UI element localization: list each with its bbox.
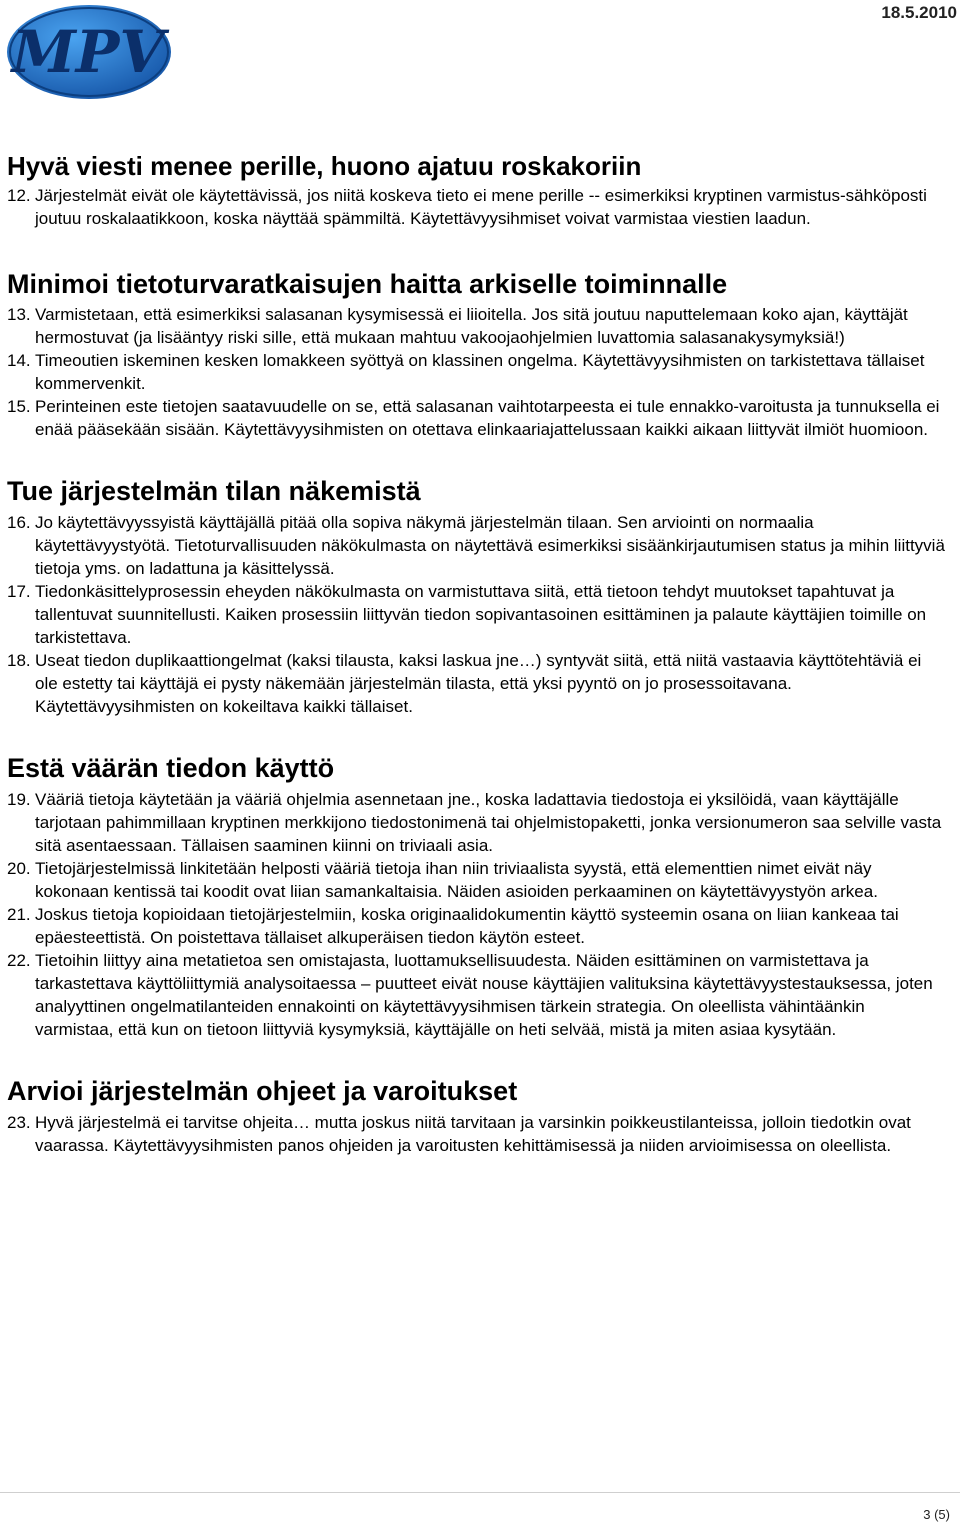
list-item — [7, 1111, 947, 1157]
list-item — [7, 349, 947, 395]
item-number: 15. — [7, 397, 31, 417]
document-date: 18.5.2010 — [881, 3, 957, 22]
item-list — [7, 511, 947, 718]
item-list — [7, 788, 947, 1041]
mpv-logo-graphic — [4, 2, 174, 102]
item-number: 21. — [7, 904, 31, 924]
list-item — [7, 580, 947, 649]
list-item — [7, 184, 947, 230]
item-text: Vääriä tietoja käytetään ja vääriä ohjelmia asennetaan jne., koska ladattavia tiedostoja ei yksilöidä, vaan käyttäjälle tarjotaan pahimmillaan kryptinen merkkijono tiedostonimenä tai ohjelmistopaketti, jonka versionumeron saa selville vasta sitä asentaessaan. Tällaisen saaminen kiinni on triviaali asia. — [35, 789, 942, 855]
page-number: 3 (5) — [923, 1507, 950, 1522]
item-list — [7, 303, 947, 441]
section-heading: Estä väärän tiedon käyttö — [7, 753, 335, 783]
item-number: 14. — [7, 351, 31, 371]
item-number: 22. — [7, 950, 31, 970]
list-item — [7, 903, 947, 949]
section-prevent-wrong-data — [7, 752, 947, 1041]
section-system-state-visibility — [7, 475, 947, 718]
list-item — [7, 949, 947, 1041]
mpv-logo — [4, 2, 174, 102]
item-number: 13. — [7, 305, 31, 325]
document-body — [7, 150, 947, 1191]
list-item — [7, 303, 947, 349]
item-text: Joskus tietoja kopioidaan tietojärjestelmiin, koska originaalidokumentin käyttö systeemin osana on liian kankeaa tai epäesteettistä. On poistettava tällaiset alkuperäisen tiedon käytön esteet. — [35, 904, 899, 947]
logo-text: MPV — [11, 18, 165, 86]
list-item — [7, 511, 947, 580]
footer-rule — [0, 1492, 960, 1493]
item-text: Perinteinen este tietojen saatavuudelle on se, että salasanan vaihtotarpeesta ei tule ennakko-varoitusta ja tunnuksella ei enää pääsekään sisään. Käytettävyysihmisten on otettava elinkaariajattelussaan kaikki aikaan liittyvät ilmiöt huomioon. — [35, 397, 940, 440]
list-item — [7, 395, 947, 441]
item-text: Useat tiedon duplikaattiongelmat (kaksi tilausta, kaksi laskua jne…) syntyvät siitä, että niitä vastaavia käyttötehtäviä ei ole estetty tai käyttäjä ei pysty näkemään järjestelmän tilasta, että yksi pyyntö on jo prosessoitavana. Käytettävyysihmisten on kokeiltava kaikki tällaiset. — [35, 651, 922, 716]
item-text: Varmistetaan, että esimerkiksi salasanan kysymisessä ei liioitella. Jos sitä joutuu naputtelemaan koko ajan, käyttäjät hermostuvat (ja lisääntyy riski sille, että mukaan mahtuu vakoojaohjelmien luvattomia salasanakysymyksiä!) — [35, 305, 908, 348]
item-text: Hyvä järjestelmä ei tarvitse ohjeita… mutta joskus niitä tarvitaan ja varsinkin poikkeustilanteissa, jolloin tiedotkin ovat vaarassa. Käytettävyysihmisten panos ohjeiden ja varoitusten kehittämisessä ja niiden arvioimisessa on oleellista. — [35, 1112, 911, 1155]
item-text: Tietojärjestelmissä linkitetään helposti vääriä tietoja ihan niin triviaalista syystä, että elementtien nimet eivät näy kokonaan kentissä tai koodit ovat liian samankaltaisia. Näiden asioiden perkaaminen on käytettävyystyön arkea. — [35, 858, 878, 901]
list-item — [7, 857, 947, 903]
list-item — [7, 649, 947, 718]
item-text: Tietoihin liittyy aina metatietoa sen omistajasta, luottamuksellisuudesta. Näiden esittäminen on varmistettava ja tarkastettava käyttöliittymiä analysoitaessa – puutteet eivät nouse käyttäjien valituksina käytettävyystestauksessa, joten analyyttinen ongelmatilanteiden ennakointi on käytettävyysihmisen tärkein strategia. On oleellista vähintäänkin varmistaa, että kun on tietoon liittyviä kysymyksiä, käyttäjälle on heti selvää, mistä ja miten asiaa kysytään. — [35, 950, 933, 1039]
section-heading: Arvioi järjestelmän ohjeet ja varoitukset — [7, 1075, 518, 1106]
item-number: 18. — [7, 651, 31, 670]
item-number: 19. — [7, 789, 31, 809]
item-number: 16. — [7, 513, 31, 532]
section-message-delivery — [7, 150, 947, 230]
item-text: Timeoutien iskeminen kesken lomakkeen syöttyä on klassinen ongelma. Käytettävyysihmisten on tarkistettava tällaiset kommervenkit. — [35, 351, 925, 394]
item-number: 17. — [7, 582, 31, 601]
section-heading: Tue järjestelmän tilan näkemistä — [7, 476, 421, 507]
item-list — [7, 184, 947, 230]
section-heading: Minimoi tietoturvaratkaisujen haitta arkiselle toiminnalle — [7, 268, 728, 299]
item-number: 23. — [7, 1112, 31, 1132]
section-instructions-warnings — [7, 1075, 947, 1157]
item-text: Tiedonkäsittelyprosessin eheyden näkökulmasta on varmistuttava siitä, että tietoon tehdyt muutokset tapahtuvat ja tallentuvat suunnitellusti. Kaiken prosessiin liittyvän tiedon sopivantasoinen esittäminen ja palaute käyttäjien toimille on tarkistettava. — [35, 582, 927, 647]
section-heading: Hyvä viesti menee perille, huono ajatuu roskakoriin — [7, 151, 642, 181]
item-list — [7, 1111, 947, 1157]
item-text: Järjestelmät eivät ole käytettävissä, jos niitä koskeva tieto ei mene perille -- esimerkiksi kryptinen varmistus-sähköposti joutuu roskalaatikkoon, koska näyttää spämmiltä. Käytettävyysihmiset voivat varmistaa viestien laadun. — [35, 185, 927, 228]
item-number: 12. — [7, 185, 31, 205]
item-number: 20. — [7, 858, 31, 878]
list-item — [7, 788, 947, 857]
section-minimize-security-impact — [7, 268, 947, 442]
item-text: Jo käytettävyyssyistä käyttäjällä pitää olla sopiva näkymä järjestelmän tilaan. Sen arviointi on normaalia käytettävyystyötä. Tietoturvallisuuden näkökulmasta on näytettävä esimerkiksi sisäänkirjautumisen status ja mihin liittyviä tietoja yms. on ladattuna ja käsittelyssä. — [35, 513, 945, 578]
